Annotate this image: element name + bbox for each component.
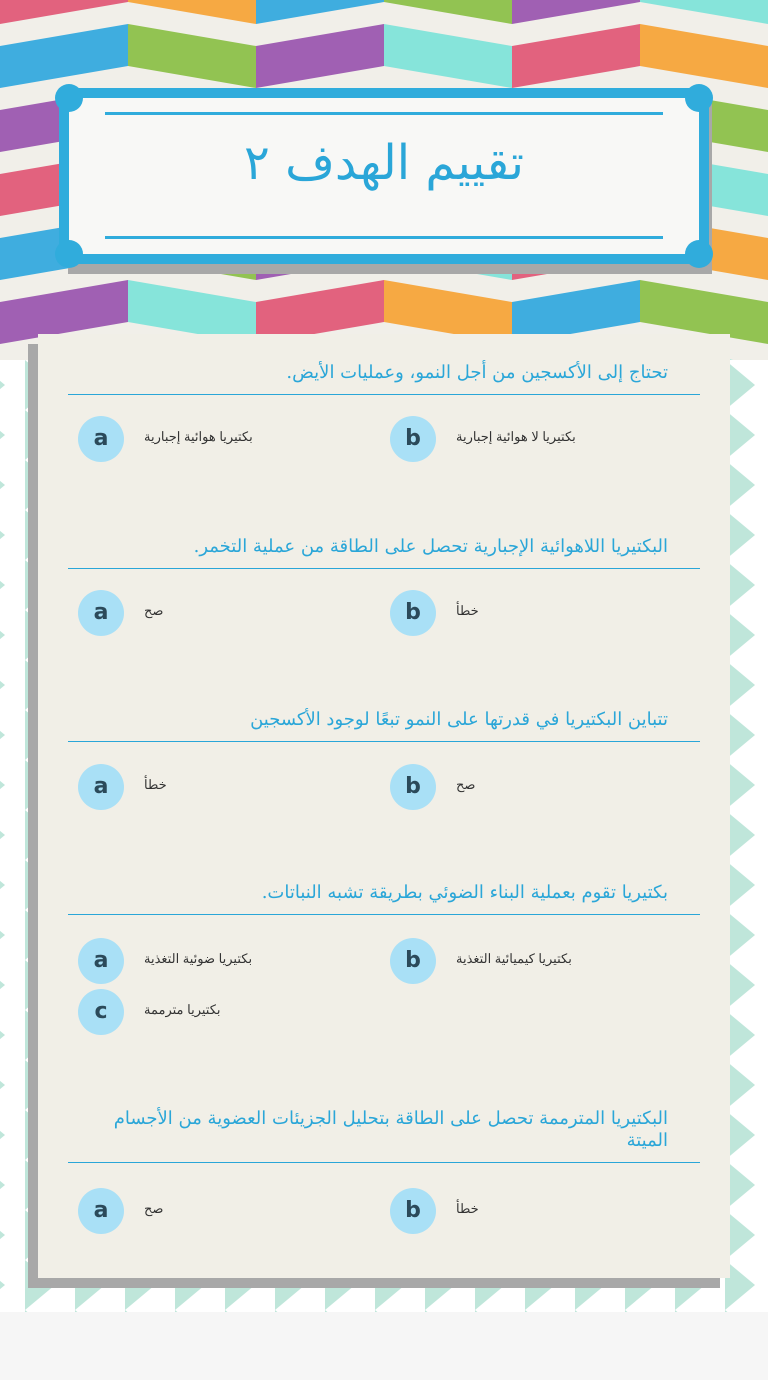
triangle-tile	[0, 1310, 5, 1312]
title-corner	[55, 84, 83, 112]
chevron-stripe	[128, 0, 256, 24]
option-label: صح	[144, 1201, 164, 1216]
triangle-tile	[0, 610, 5, 660]
chevron-stripe	[128, 24, 256, 88]
triangle-tile	[625, 1310, 655, 1312]
question-text: تتباين البكتيريا في قدرتها على النمو تبعًا لوجود الأكسجين	[250, 709, 668, 730]
chevron-stripe	[384, 0, 512, 24]
triangle-tile	[0, 810, 5, 860]
question-divider	[68, 1162, 700, 1163]
triangle-tile	[0, 710, 5, 760]
option-label: خطأ	[456, 1201, 479, 1216]
triangle-tile	[525, 1310, 555, 1312]
chevron-stripe	[0, 24, 128, 88]
option-letter-badge: b	[390, 416, 436, 462]
question-5	[68, 1108, 700, 1163]
title-corner	[685, 84, 713, 112]
triangle-tile	[475, 1310, 505, 1312]
question-text: البكتيريا اللاهوائية الإجبارية تحصل على الطاقة من عملية التخمر.	[193, 536, 668, 557]
triangle-tile	[25, 1310, 55, 1312]
triangle-tile	[0, 1160, 5, 1210]
question-3	[68, 709, 700, 742]
triangle-tile	[0, 560, 5, 610]
triangle-tile	[0, 360, 5, 410]
triangle-tile	[0, 1010, 5, 1060]
triangle-tile	[75, 1310, 105, 1312]
triangle-tile	[225, 1310, 255, 1312]
triangle-tile	[0, 1060, 5, 1110]
option-label: خطأ	[144, 777, 167, 792]
triangle-tile	[375, 1310, 405, 1312]
question-1	[68, 362, 700, 395]
triangle-tile	[0, 1110, 5, 1160]
option-letter-badge: b	[390, 1188, 436, 1234]
triangle-tile	[575, 1310, 605, 1312]
chevron-stripe	[640, 0, 768, 24]
question-2	[68, 536, 700, 569]
chevron-stripe	[512, 24, 640, 88]
option-letter-badge: a	[78, 590, 124, 636]
option-letter-badge: a	[78, 764, 124, 810]
triangle-tile	[725, 1310, 755, 1312]
option-label: بكتيريا هوائية إجبارية	[144, 429, 253, 444]
triangle-tile	[675, 1310, 705, 1312]
triangle-tile	[0, 910, 5, 960]
triangle-tile	[0, 1260, 5, 1310]
option-label: بكتيريا ضوئية التغذية	[144, 951, 253, 966]
chevron-stripe	[512, 0, 640, 24]
question-text: بكتيريا تقوم بعملية البناء الضوئي بطريقة تشبه النباتات.	[261, 882, 668, 903]
question-4	[68, 882, 700, 915]
page-title: تقييم الهدف ٢	[244, 135, 524, 191]
question-text: البكتيريا المترممة تحصل على الطاقة بتحليل الجزيئات العضوية من الأجسام الميتة	[113, 1108, 668, 1151]
option-label: صح	[456, 777, 476, 792]
title-rule-bottom	[105, 236, 663, 239]
option-letter-badge: c	[78, 989, 124, 1035]
option-label: خطأ	[456, 603, 479, 618]
chevron-stripe	[256, 0, 384, 24]
triangle-tile	[125, 1310, 155, 1312]
triangle-tile	[0, 510, 5, 560]
title-card	[59, 88, 709, 264]
chevron-stripe	[256, 24, 384, 88]
question-divider	[68, 914, 700, 915]
question-text: تحتاج إلى الأكسجين من أجل النمو، وعمليات الأيض.	[286, 362, 668, 383]
triangle-tile	[0, 860, 5, 910]
title-rule-top	[105, 112, 663, 115]
option-letter-badge: a	[78, 416, 124, 462]
chevron-stripe	[640, 24, 768, 88]
option-label: بكتيريا كيميائية التغذية	[456, 951, 572, 966]
triangle-tile	[0, 460, 5, 510]
triangle-tile	[175, 1310, 205, 1312]
chevron-stripe	[384, 24, 512, 88]
option-letter-badge: a	[78, 938, 124, 984]
triangle-tile	[0, 660, 5, 710]
option-letter-badge: a	[78, 1188, 124, 1234]
title-corner	[685, 240, 713, 268]
option-label: بكتيريا لا هوائية إجبارية	[456, 429, 576, 444]
chevron-stripe	[0, 0, 128, 24]
question-divider	[68, 741, 700, 742]
triangle-tile	[0, 1210, 5, 1260]
option-letter-badge: b	[390, 938, 436, 984]
question-divider	[68, 568, 700, 569]
quiz-panel	[38, 334, 730, 1278]
triangle-tile	[425, 1310, 455, 1312]
triangle-tile	[0, 410, 5, 460]
triangle-tile	[0, 960, 5, 1010]
question-divider	[68, 394, 700, 395]
title-corner	[55, 240, 83, 268]
option-label: بكتيريا مترممة	[144, 1002, 221, 1017]
option-letter-badge: b	[390, 764, 436, 810]
option-label: صح	[144, 603, 164, 618]
triangle-tile	[275, 1310, 305, 1312]
option-letter-badge: b	[390, 590, 436, 636]
triangle-tile	[325, 1310, 355, 1312]
triangle-tile	[0, 760, 5, 810]
